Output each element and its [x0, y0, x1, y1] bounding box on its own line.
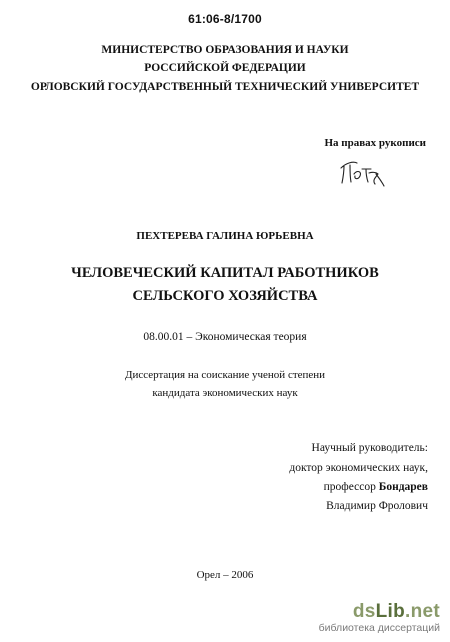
dissertation-title-line-2: СЕЛЬСКОГО ХОЗЯЙСТВА: [132, 288, 318, 304]
advisor-title-prefix: профессор: [323, 481, 379, 493]
advisor-given-names: Владимир Фролович: [326, 500, 428, 512]
watermark-tagline: библиотека диссертаций: [318, 622, 440, 634]
degree-line-2: кандидата экономических наук: [152, 387, 298, 399]
university-name: ОРЛОВСКИЙ ГОСУДАРСТВЕННЫЙ ТЕХНИЧЕСКИЙ УНИВЕРСИТЕТ: [30, 81, 420, 93]
advisor-surname: Бондарев: [378, 481, 428, 493]
handwritten-signature: [338, 154, 386, 188]
watermark-brand-lib: Lib: [375, 601, 406, 622]
degree-line-1: Диссертация на соискание ученой степени: [124, 369, 326, 381]
specialty-code: 08.00.01 – Экономическая теория: [143, 331, 307, 343]
watermark-brand: [319, 602, 440, 622]
advisor-degree: доктор экономических наук,: [289, 462, 428, 474]
watermark-brand-ds: ds: [352, 601, 376, 622]
ministry-line-1: МИНИСТЕРСТВО ОБРАЗОВАНИЯ И НАУКИ: [101, 44, 349, 56]
archive-code: 61:06-8/1700: [188, 12, 262, 26]
manuscript-rights-label: На правах рукописи: [324, 137, 426, 149]
watermark-brand-net: .net: [405, 601, 440, 622]
dslib-watermark: [319, 602, 440, 634]
author-name: ПЕХТЕРЕВА ГАЛИНА ЮРЬЕВНА: [136, 230, 314, 242]
ministry-line-2: РОССИЙСКОЙ ФЕДЕРАЦИИ: [144, 62, 306, 74]
city-year: Орел – 2006: [196, 569, 254, 581]
dissertation-title-line-1: ЧЕЛОВЕЧЕСКИЙ КАПИТАЛ РАБОТНИКОВ: [71, 265, 379, 281]
advisor-label: Научный руководитель:: [311, 442, 428, 454]
advisor-title: [324, 481, 428, 493]
